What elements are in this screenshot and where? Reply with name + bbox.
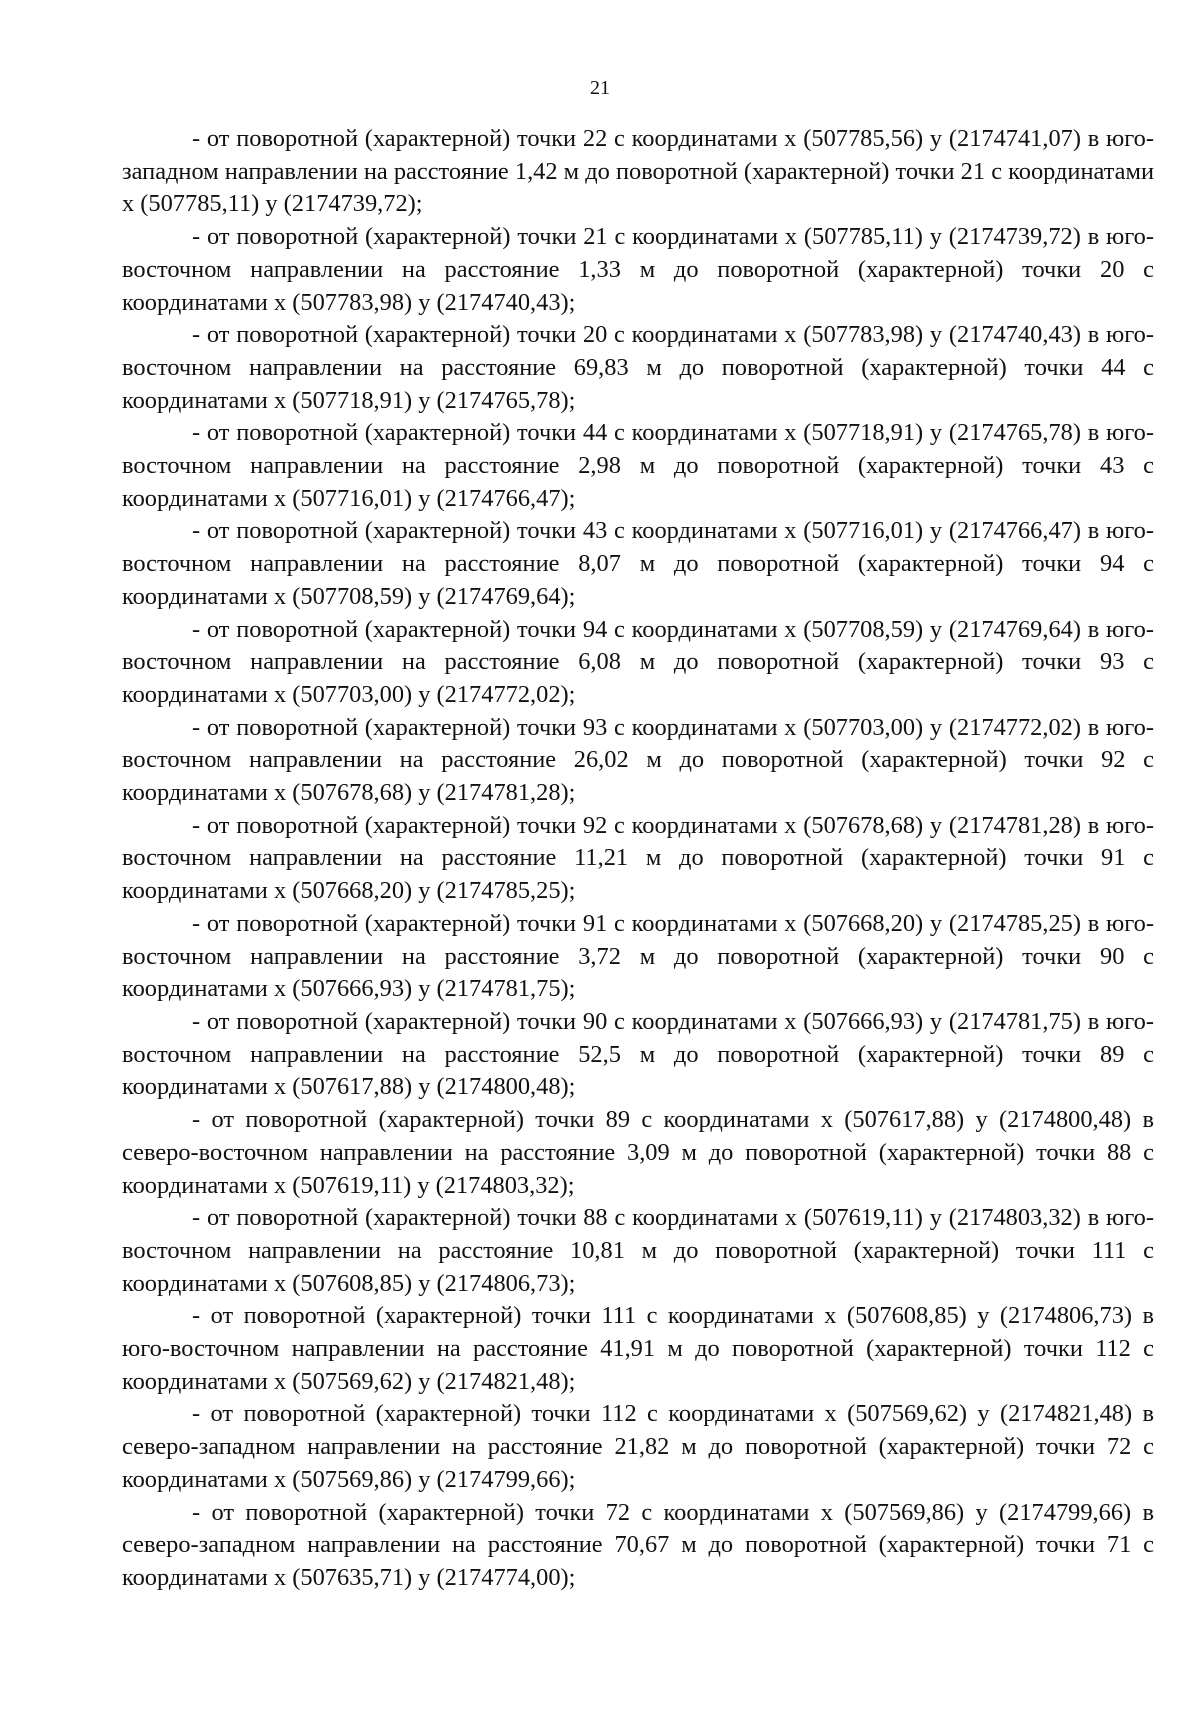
- boundary-point-paragraph: - от поворотной (характерной) точки 90 с координатами х (507666,93) у (2174781,75) в юго-восточном направлении на расстояние 52,5 м до поворотной (характерной) точки 89 с координатами х (507617,88) у (2174800,48);: [122, 1007, 1154, 1101]
- boundary-point-paragraph: - от поворотной (характерной) точки 93 с координатами х (507703,00) у (2174772,02) в юго-восточном направлении на расстояние 26,02 м до поворотной (характерной) точки 92 с координатами х (507678,68) у (2174781,28);: [122, 713, 1154, 807]
- boundary-point-paragraph: - от поворотной (характерной) точки 43 с координатами х (507716,01) у (2174766,47) в юго-восточном направлении на расстояние 8,07 м до поворотной (характерной) точки 94 с координатами х (507708,59) у (2174769,64);: [122, 517, 1154, 610]
- boundary-point-paragraph: - от поворотной (характерной) точки 22 с координатами х (507785,56) у (2174741,07) в юго-западном направлении на расстояние 1,42 м до поворотной (характерной) точки 21 с координатами х (507785,11) у (2174739,72);: [122, 125, 1154, 218]
- boundary-point-paragraph: - от поворотной (характерной) точки 112 с координатами х (507569,62) у (2174821,48) в северо-западном направлении на расстояние 21,82 м до поворотной (характерной) точки 72 с координатами х (507569,86) у (2174799,66);: [122, 1400, 1154, 1493]
- boundary-point-paragraph: - от поворотной (характерной) точки 72 с координатами х (507569,86) у (2174799,66) в северо-западном направлении на расстояние 70,67 м до поворотной (характерной) точки 71 с координатами х (507635,71) у (2174774,00);: [122, 1498, 1154, 1591]
- boundary-point-paragraph: - от поворотной (характерной) точки 20 с координатами х (507783,98) у (2174740,43) в юго-восточном направлении на расстояние 69,83 м до поворотной (характерной) точки 44 с координатами х (507718,91) у (2174765,78);: [122, 321, 1154, 414]
- boundary-point-paragraph: - от поворотной (характерной) точки 94 с координатами х (507708,59) у (2174769,64) в юго-восточном направлении на расстояние 6,08 м до поворотной (характерной) точки 93 с координатами х (507703,00) у (2174772,02);: [122, 615, 1154, 708]
- boundary-point-paragraph: - от поворотной (характерной) точки 88 с координатами х (507619,11) у (2174803,32) в юго-восточном направлении на расстояние 10,81 м до поворотной (характерной) точки 111 с координатами х (507608,85) у (2174806,73);: [122, 1204, 1154, 1297]
- boundary-point-paragraph: - от поворотной (характерной) точки 21 с координатами х (507785,11) у (2174739,72) в юго-восточном направлении на расстояние 1,33 м до поворотной (характерной) точки 20 с координатами х (507783,98) у (2174740,43);: [122, 223, 1154, 316]
- boundary-point-paragraph: - от поворотной (характерной) точки 44 с координатами х (507718,91) у (2174765,78) в юго-восточном направлении на расстояние 2,98 м до поворотной (характерной) точки 43 с координатами х (507716,01) у (2174766,47);: [122, 419, 1154, 512]
- boundary-point-paragraph: - от поворотной (характерной) точки 92 с координатами х (507678,68) у (2174781,28) в юго-восточном направлении на расстояние 11,21 м до поворотной (характерной) точки 91 с координатами х (507668,20) у (2174785,25);: [122, 811, 1154, 905]
- boundary-point-paragraph: - от поворотной (характерной) точки 91 с координатами х (507668,20) у (2174785,25) в юго-восточном направлении на расстояние 3,72 м до поворотной (характерной) точки 90 с координатами х (507666,93) у (2174781,75);: [122, 909, 1154, 1003]
- boundary-point-paragraph: - от поворотной (характерной) точки 89 с координатами х (507617,88) у (2174800,48) в северо-восточном направлении на расстояние 3,09 м до поворотной (характерной) точки 88 с координатами х (507619,11) у (2174803,32);: [122, 1106, 1154, 1199]
- boundary-point-paragraph: - от поворотной (характерной) точки 111 с координатами х (507608,85) у (2174806,73) в юго-восточном направлении на расстояние 41,91 м до поворотной (характерной) точки 112 с координатами х (507569,62) у (2174821,48);: [122, 1302, 1154, 1395]
- page-number: 21: [590, 77, 610, 99]
- document-body: [122, 123, 1154, 1595]
